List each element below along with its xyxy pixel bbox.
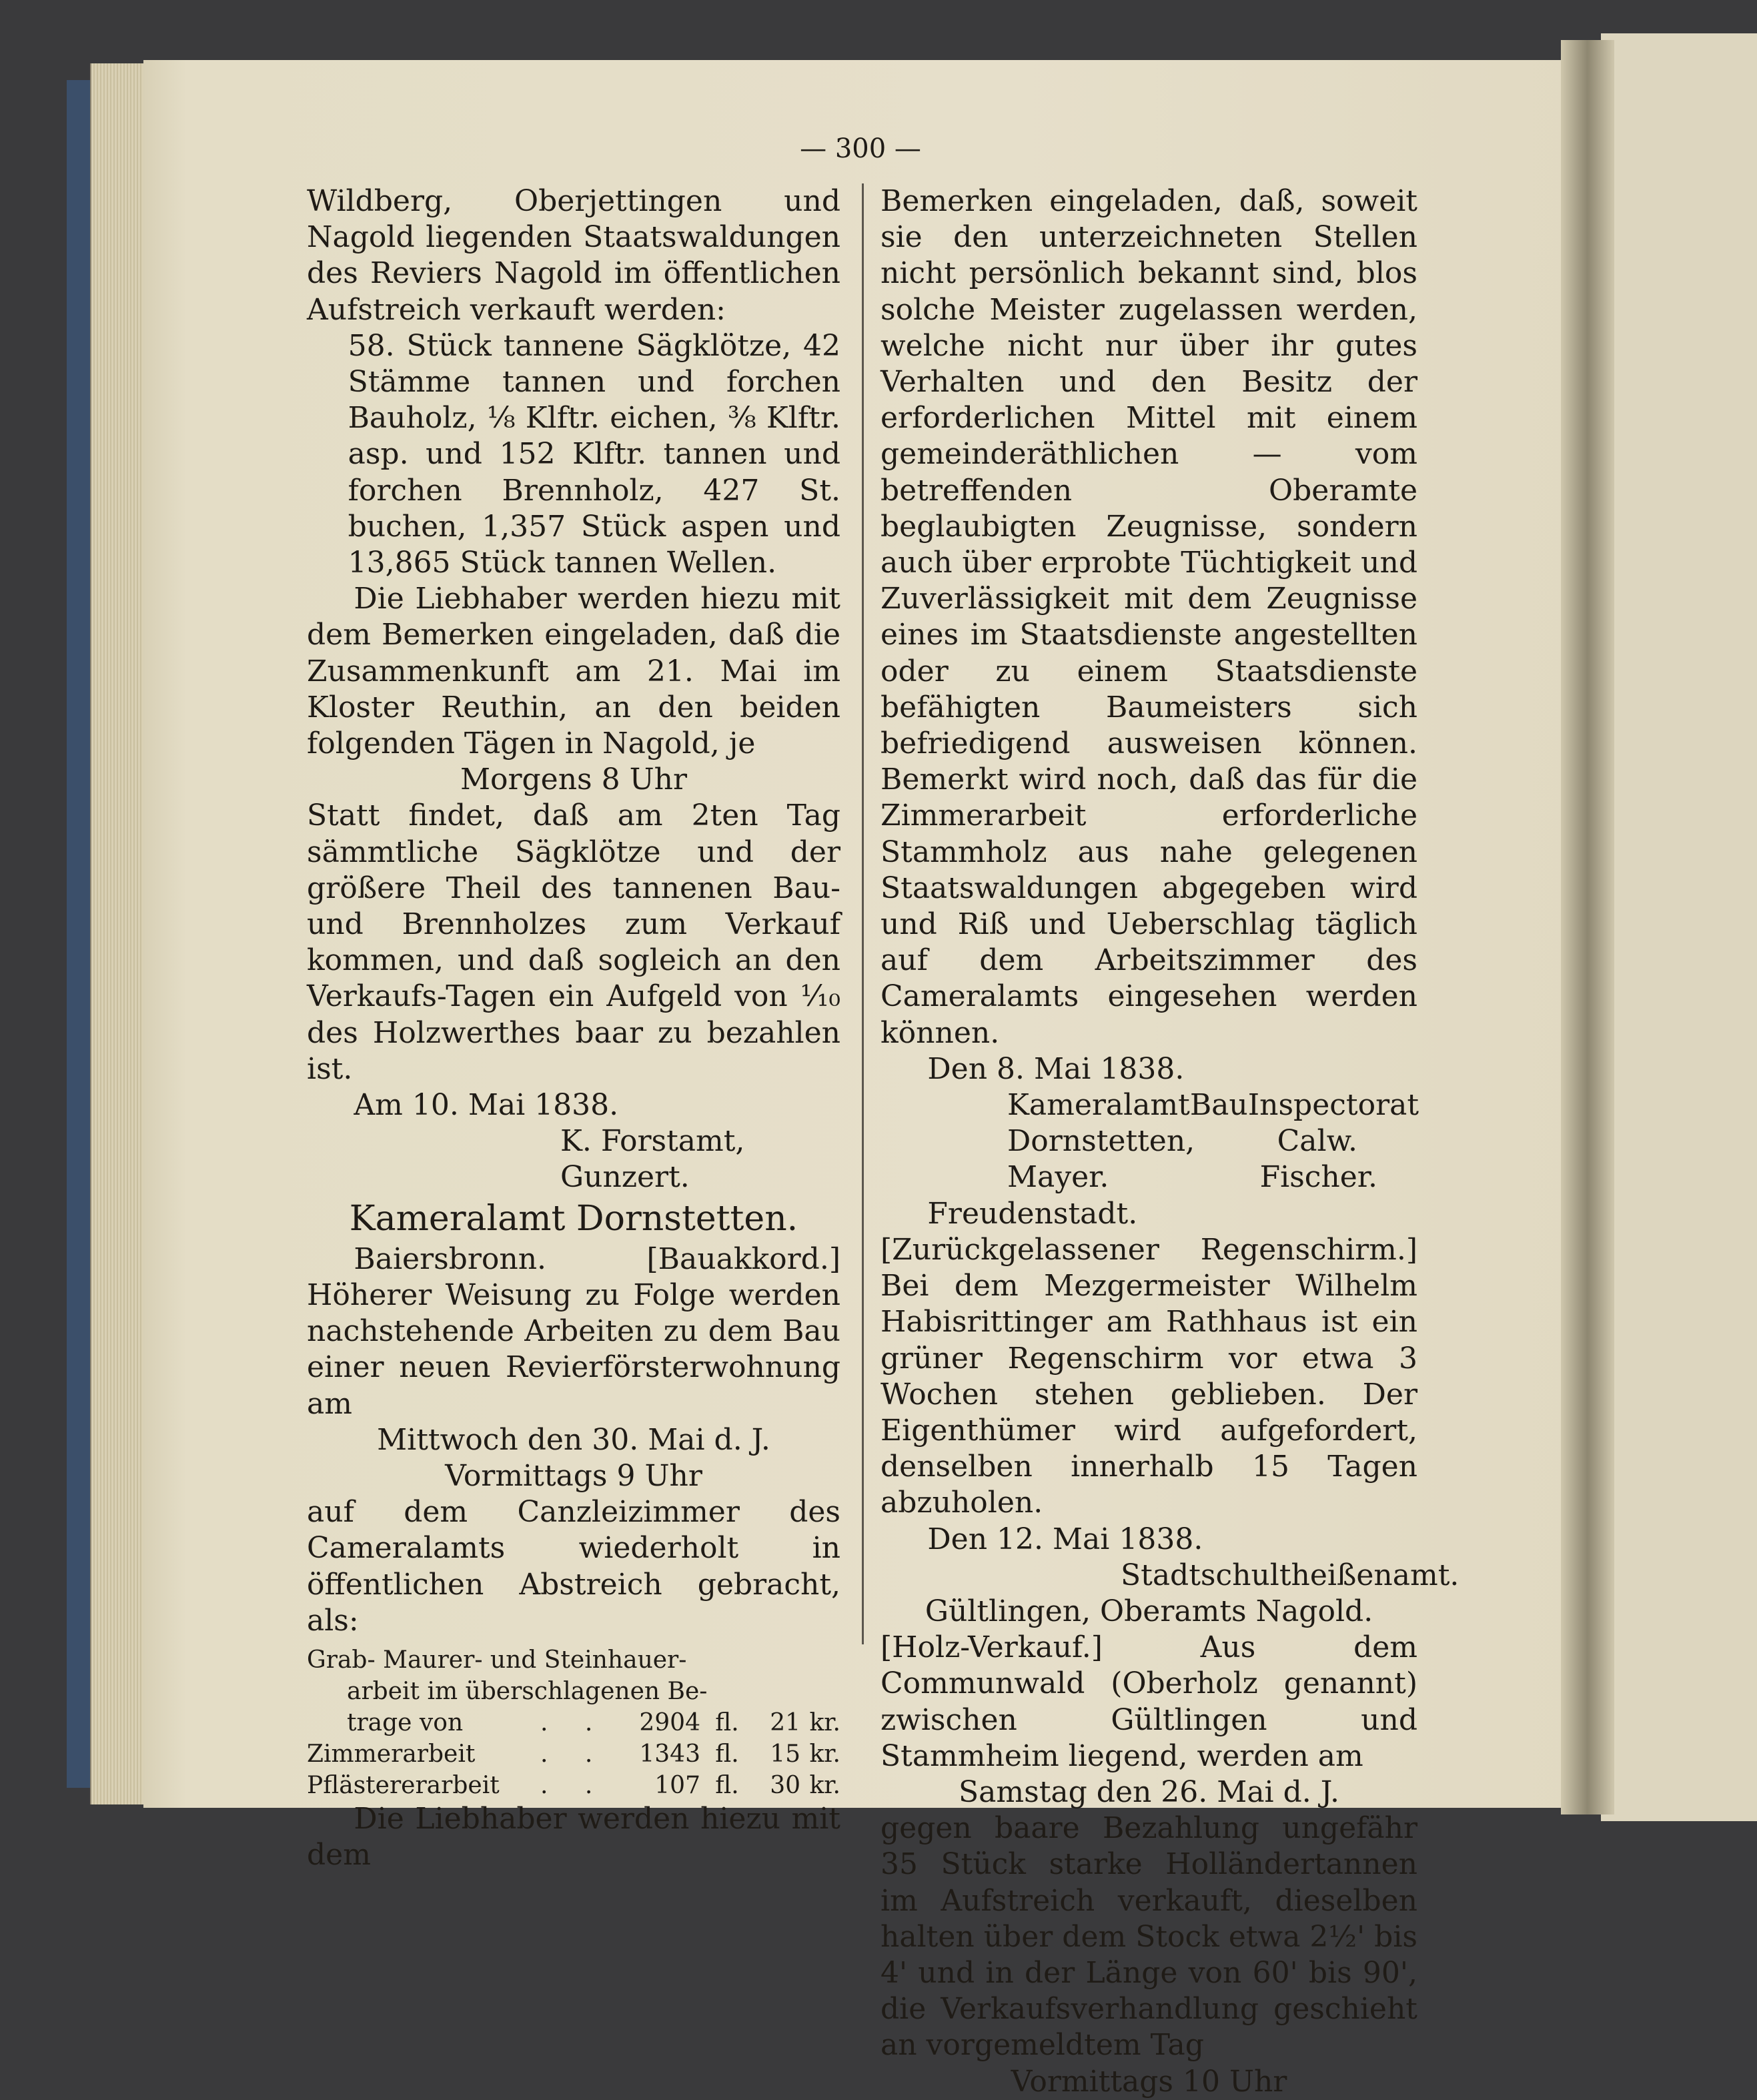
signers-row	[881, 1159, 1417, 1195]
cost-row	[307, 1770, 840, 1801]
cost-kr-amount: 21	[770, 1708, 800, 1736]
cost-unit-kr: kr.	[809, 1708, 840, 1736]
sale-hour: Vormittags 10 Uhr	[1011, 2064, 1287, 2099]
forstamt-signer: Gunzert.	[560, 1160, 690, 1195]
cost-unit-kr: kr.	[809, 1740, 840, 1768]
left-paragraph-3: Statt findet, daß am 2ten Tag sämmtliche Sägklötze und der größere Theil des tannenen Bau- und Brennholzes zum Verkauf kommen, und daß sogleich an den Verkaufs-Tagen ein Aufgeld von ⅒ des Holzwerthes baar zu bezahlen ist.	[307, 799, 840, 1086]
right-date-1: Den 8. Mai 1838.	[927, 1051, 1185, 1086]
meeting-time: Morgens 8 Uhr	[460, 762, 688, 797]
cost-unit-fl: fl.	[715, 1771, 739, 1799]
cost-kr-amount: 30	[770, 1771, 800, 1799]
place-heading: Gültlingen, Oberamts Nagold.	[925, 1594, 1373, 1628]
cost-amount: 1343	[639, 1740, 700, 1768]
cost-label: trage von	[347, 1708, 464, 1736]
left-paragraph-1: Wildberg, Oberjettingen und Nagold liegenden Staatswaldungen des Reviers Nagold im öffentlichen Aufstreich verkauft werden:	[307, 184, 840, 327]
office-left: Kameralamt	[1007, 1088, 1190, 1123]
left-paragraph-6: Die Liebhaber werden hiezu mit dem	[307, 1801, 840, 1873]
cost-amount: 107	[654, 1771, 700, 1799]
sale-day: Samstag den 26. Mai d. J.	[959, 1774, 1339, 1809]
right-date-2: Den 12. Mai 1838.	[927, 1522, 1203, 1556]
meeting-hour: Vormittags 9 Uhr	[445, 1458, 702, 1493]
facing-page-edge	[1601, 33, 1757, 1821]
office-places-row	[881, 1123, 1417, 1159]
office-names-row	[881, 1087, 1417, 1123]
cost-unit-fl: fl.	[715, 1708, 739, 1736]
cost-amount: 2904	[639, 1708, 700, 1736]
right-paragraph-2: Freudenstadt. [Zurückgelassener Regenschirm.] Bei dem Mezgermeister Wilhelm Habisrittinger am Rathhaus ist ein grüner Regenschirm vor etwa 3 Wochen stehen geblieben. Der Eigenthümer wird aufgefordert, denselben innerhalb 15 Tagen abzuholen.	[881, 1196, 1417, 1520]
right-paragraph-4: gegen baare Bezahlung ungefähr 35 Stück starke Holländertannen im Aufstreich verkauft, dieselben halten über dem Stock etwa 2½' bis 4' und in der Länge von 60' bis 90', die Verkaufsverhandlung geschieht an vorgemeldtem Tag	[881, 1811, 1417, 2063]
left-column	[307, 183, 840, 1873]
left-paragraph-5: auf dem Canzleizimmer des Cameralamts wiederholt in öffentlichen Abstreich gebracht, als:	[307, 1495, 840, 1638]
meeting-day: Mittwoch den 30. Mai d. J.	[377, 1422, 770, 1457]
right-paragraph-1: Bemerken eingeladen, daß, soweit sie den unterzeichneten Stellen nicht persönlich bekannt sind, blos solche Meister zugelassen werden, welche nicht nur über ihr gutes Verhalten und den Besitz der erforderlichen Mittel mit einem gemeinderäthlichen — vom betreffenden Oberamte beglaubigten Zeugnisse, sondern auch über erprobte Tüchtigkeit und Zuverlässigkeit mit dem Zeugnisse eines im Staatsdienste angestellten oder zu einem Staatsdienste befähigten Baumeisters sich befriedigend ausweisen können. Bemerkt wird noch, daß das für die Zimmerarbeit erforderliche Stammholz aus nahe gelegenen Staatswaldungen abgegeben wird und Riß und Ueberschlag täglich auf dem Arbeitszimmer des Cameralamts eingesehen werden können.	[881, 184, 1417, 1050]
cost-intro-2: arbeit im überschlagenen Be-	[347, 1677, 708, 1705]
left-paragraph-4: Baiersbronn. [Bauakkord.] Höherer Weisung zu Folge werden nachstehende Arbeiten zu dem Bau einer neuen Revierförsterwohnung am	[307, 1241, 840, 1421]
cost-label: Zimmerarbeit	[307, 1740, 476, 1768]
right-column	[881, 183, 1459, 2100]
page-number: — 300 —	[800, 133, 921, 164]
cost-label: Pflästererarbeit	[307, 1771, 500, 1799]
section-heading: Kameralamt Dornstetten.	[349, 1198, 798, 1239]
book-gutter	[1561, 40, 1614, 1814]
signer-right: Fischer.	[1259, 1160, 1377, 1195]
cost-unit-kr: kr.	[809, 1771, 840, 1799]
cost-dots: . .	[540, 1708, 608, 1736]
cost-row	[307, 1707, 840, 1738]
cost-unit-fl: fl.	[715, 1740, 739, 1768]
right-paragraph-3: [Holz-Verkauf.] Aus dem Communwald (Oberholz genannt) zwischen Gültlingen und Stammheim liegend, werden am	[881, 1630, 1417, 1773]
column-divider	[862, 183, 864, 1644]
left-paragraph-2: Die Liebhaber werden hiezu mit dem Bemerken eingeladen, daß die Zusammenkunft am 21. Mai im Kloster Reuthin, an den beiden folgenden Tägen in Nagold, je	[307, 582, 840, 761]
place-left: Dornstetten,	[1007, 1124, 1195, 1159]
stadtschultheissenamt-signature: Stadtschultheißenamt.	[1121, 1558, 1459, 1592]
book-spine	[67, 80, 93, 1788]
forstamt-signature: K. Forstamt,	[560, 1124, 745, 1159]
cost-row	[307, 1738, 840, 1770]
signer-left: Mayer.	[1007, 1160, 1109, 1195]
sale-item-list: 58. Stück tannene Sägklötze, 42 Stämme tannen und forchen Bauholz, ⅛ Klftr. eichen, ⅜ Klftr. asp. und 152 Klftr. tannen und forchen Brennholz, 427 St. buchen, 1,357 Stück aspen und 13,865 Stück tannen Wellen.	[348, 328, 840, 580]
cost-intro-line-1	[307, 1644, 840, 1676]
cost-dots: . .	[540, 1740, 608, 1768]
cost-intro-line-2	[307, 1676, 840, 1707]
cost-kr-amount: 15	[770, 1740, 800, 1768]
cost-dots: . .	[540, 1771, 608, 1799]
cost-table	[307, 1644, 840, 1801]
cost-intro-1: Grab- Maurer- und Steinhauer-	[307, 1646, 687, 1674]
place-right: Calw.	[1277, 1124, 1357, 1159]
left-date-1: Am 10. Mai 1838.	[354, 1088, 619, 1123]
office-right: BauInspectorat	[1189, 1088, 1419, 1123]
